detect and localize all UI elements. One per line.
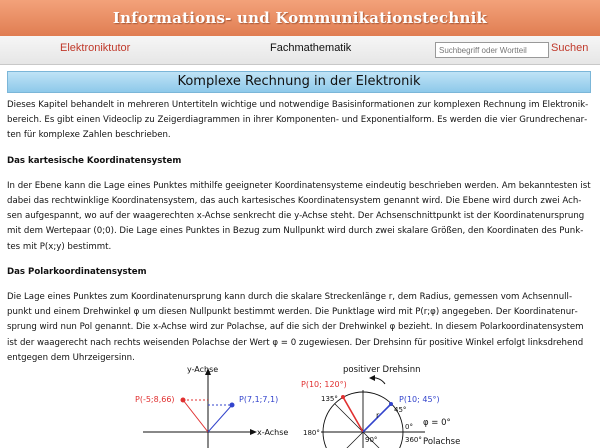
blue-point-label: P(7,1;7,1) bbox=[239, 395, 279, 404]
article-heading-box bbox=[7, 71, 591, 93]
red-point-label: P(-5;8,66) bbox=[135, 395, 175, 404]
polar-red-point bbox=[341, 395, 345, 399]
x-axis-label: x-Achse bbox=[257, 428, 289, 437]
angle-180-label: 180° bbox=[303, 429, 320, 437]
site-banner bbox=[0, 0, 600, 36]
nav-bar bbox=[0, 36, 600, 65]
blue-point bbox=[230, 403, 235, 408]
polar-figure bbox=[301, 365, 460, 448]
polar-red-vector bbox=[343, 397, 363, 432]
cartesian-heading: Das kartesische Koordinatensystem bbox=[7, 155, 182, 166]
intro-paragraph: Dieses Kapitel behandelt in mehreren Untertiteln wichtige und notwendige Basisinformationen zur komplexen Rechnung im Elektronikbereich. Es gibt einen Videoclip zu Zeigerdiagrammen in ihrer Komponenten- und Exponentialform. Es werden die vier Grundrechenarten für komplexe Zahlen beschrieben. bbox=[7, 100, 589, 141]
polar-blue-label: P(10; 45°) bbox=[399, 395, 440, 404]
nav-link-elektroniktutor[interactable]: Elektroniktutor bbox=[60, 42, 131, 54]
angle-135-label: 135° bbox=[321, 395, 338, 403]
polar-paragraph: Die Lage eines Punktes zum Koordinatenursprung kann durch die skalare Streckenlänge r, dem Radius, gemessen vom Achsennullpunkt und einem Drehwinkel φ um diesen Nullpunkt bestimmt werden. Die Punktlage wird mit P(r;φ) angegeben. Der Koordinatenursprung wird nun Pol genannt. Die x-Achse wird zur Polachse, auf die sich der Drehwinkel φ bezieht. In diesem Polarkoordinatensystem ist der waagerecht nach rechts weisenden Polachse der Wert φ = 0 zugewiesen. Der Drehsinn für positive Winkel erfolgt linksdrehend entgegen dem Uhrzeigersinn. bbox=[7, 292, 584, 363]
article-body bbox=[7, 98, 591, 376]
blue-vector bbox=[208, 405, 232, 432]
cartesian-paragraph: In der Ebene kann die Lage eines Punktes mithilfe geeigneter Koordinatensysteme eindeutig beschrieben werden. Am bekanntesten ist dabei das rechtwinklige Koordinatensystem, das auch kartesisches Koordinatensystem genannt wird. Die Ebene wird durch zwei Achsen aufgespannt, wo auf der waagerechten x-Achse senkrecht die y-Achse steht. Der Achsenschnittpunkt ist der Koordinatenursprung mit dem Wertepaar (0;0). Die Lage eines Punktes in Bezug zum Nullpunkt wird durch zwei skalare Größen, den Koordinaten des Punktes mit P(x;y) bestimmt. bbox=[7, 180, 591, 252]
y-axis-label: y-Achse bbox=[187, 365, 219, 374]
search-button[interactable]: Suchen bbox=[551, 42, 589, 54]
angle-90-label: 90° bbox=[365, 436, 378, 444]
polar-blue-point bbox=[389, 402, 393, 406]
red-vector bbox=[183, 400, 208, 432]
polar-heading: Das Polarkoordinatensystem bbox=[7, 266, 147, 277]
x-axis-arrow bbox=[250, 429, 257, 435]
radius-label: r bbox=[376, 411, 380, 420]
coordinate-diagram bbox=[133, 360, 463, 448]
rotation-arrow-head bbox=[369, 375, 375, 381]
cartesian-figure bbox=[135, 365, 288, 448]
nav-section-label: Fachmathematik bbox=[270, 42, 352, 54]
phi-zero-label: φ = 0° bbox=[423, 418, 451, 428]
polar-axis-label: Polachse bbox=[423, 437, 461, 447]
rotation-label: positiver Drehsinn bbox=[343, 365, 421, 375]
article-heading: Komplexe Rechnung in der Elektronik bbox=[177, 74, 421, 89]
angle-0-label: 0° bbox=[405, 423, 413, 431]
red-point bbox=[181, 398, 186, 403]
polar-red-label: P(10; 120°) bbox=[301, 380, 347, 389]
search-input[interactable] bbox=[435, 42, 549, 58]
site-title: Informations- und Kommunikationstechnik bbox=[112, 9, 488, 27]
angle-360-label: 360° bbox=[405, 436, 422, 444]
angle-45-label: 45° bbox=[394, 406, 407, 414]
